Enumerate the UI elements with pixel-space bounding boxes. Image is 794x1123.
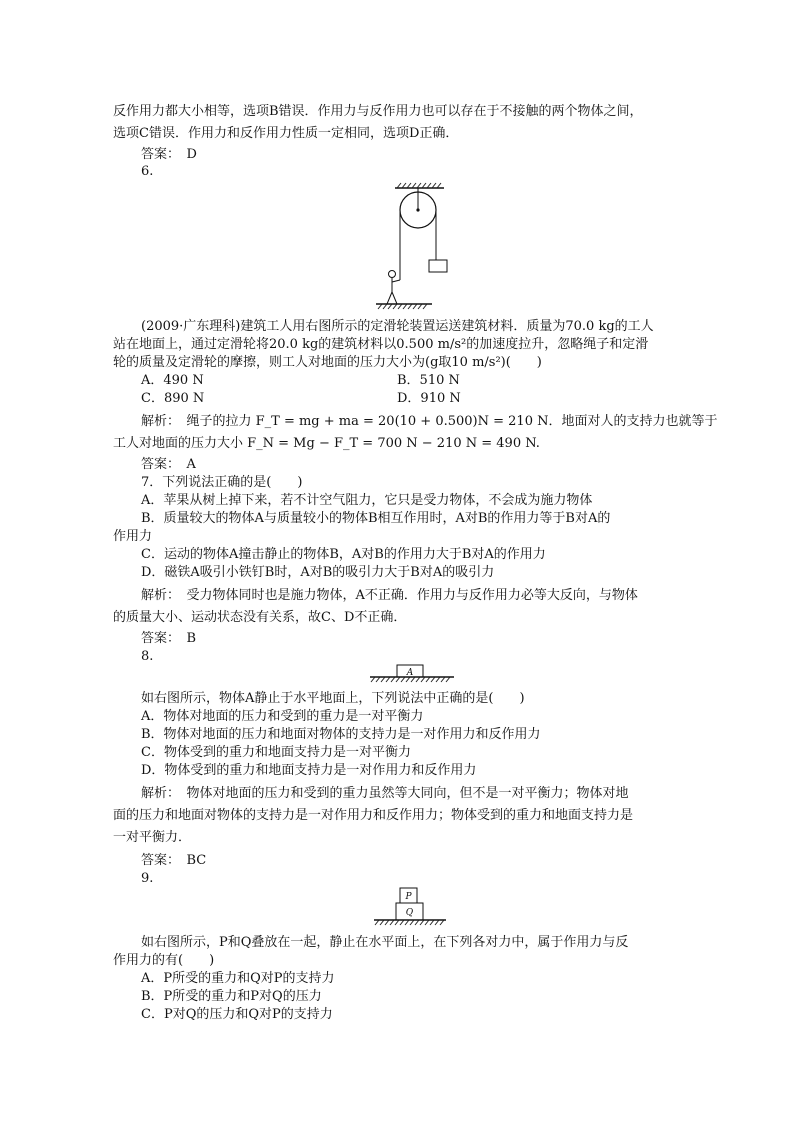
analysis-text: 面的压力和地面对物体的支持力是一对作用力和反作用力；物体受到的重力和地面支持力是: [113, 808, 634, 823]
question-number: 8.: [141, 649, 154, 664]
question-number: 9.: [141, 871, 154, 886]
analysis-text: 的质量大小、运动状态没有关系，故C、D不正确．: [113, 610, 407, 625]
question-text: 7．下列说法正确的是( ): [141, 475, 303, 490]
question-text: (2009·广东理科)建筑工人用右图所示的定滑轮装置运送建筑材料．质量为70.0 kg的工人: [141, 319, 654, 334]
option-c: C．P对Q的压力和Q对P的支持力: [141, 1007, 333, 1022]
analysis-text: 解析： 受力物体同时也是施力物体，A不正确．作用力与反作用力必等大反向，与物体: [141, 588, 638, 603]
pulley-figure: [370, 180, 460, 312]
block-a-figure: [368, 662, 456, 686]
option-b: B．510 N: [397, 373, 460, 388]
text-line: 选项C错误．作用力和反作用力性质一定相同，选项D正确．: [113, 126, 459, 141]
question-text: 轮的质量及定滑轮的摩擦，则工人对地面的压力大小为(g取10 m/s²)( ): [113, 355, 542, 370]
question-text: 如右图所示，P和Q叠放在一起，静止在水平面上，在下列各对力中，属于作用力与反: [141, 935, 629, 950]
option-d: D．910 N: [397, 391, 461, 406]
analysis-text: 解析： 物体对地面的压力和受到的重力虽然等大同向，但不是一对平衡力；物体对地: [141, 786, 629, 801]
option-b-cont: 作用力: [113, 529, 153, 544]
analysis-text: 工人对地面的压力大小 F_N = Mg − F_T = 700 N − 210 N = 490 N.: [113, 436, 540, 451]
option-a: A．苹果从树上掉下来，若不计空气阻力，它只是受力物体，不会成为施力物体: [141, 493, 593, 508]
analysis-text: 解析： 绳子的拉力 F_T = mg + ma = 20(10 + 0.500)N = 210 N．地面对人的支持力也就等于: [141, 414, 718, 429]
option-b: B．质量较大的物体A与质量较小的物体B相互作用时，A对B的作用力等于B对A的: [141, 511, 611, 526]
option-a: A．490 N: [141, 373, 204, 388]
stacked-blocks-figure: [372, 884, 448, 930]
option-b: B．物体对地面的压力和地面对物体的支持力是一对作用力和反作用力: [141, 727, 541, 742]
answer-line: 答案： B: [141, 631, 197, 646]
option-c: C．890 N: [141, 391, 205, 406]
question-number: 6.: [141, 164, 154, 179]
option-a: A．物体对地面的压力和受到的重力是一对平衡力: [141, 709, 424, 724]
answer-line: 答案： A: [141, 457, 196, 472]
analysis-text: 一对平衡力．: [113, 830, 192, 845]
text-line: 反作用力都大小相等，选项B错误．作用力与反作用力也可以存在于不接触的两个物体之间，: [113, 104, 643, 119]
block-q-label: Q: [405, 908, 414, 918]
answer-line: 答案： D: [141, 147, 197, 162]
option-c: C．物体受到的重力和地面支持力是一对平衡力: [141, 745, 411, 760]
answer-line: 答案： BC: [141, 853, 207, 868]
question-text: 如右图所示，物体A静止于水平地面上，下列说法中正确的是( ): [141, 691, 525, 706]
option-c: C．运动的物体A撞击静止的物体B，A对B的作用力大于B对A的作用力: [141, 547, 546, 562]
question-text: 站在地面上，通过定滑轮将20.0 kg的建筑材料以0.500 m/s²的加速度拉升，忽略绳子和定滑: [113, 337, 649, 352]
option-d: D．物体受到的重力和地面支持力是一对作用力和反作用力: [141, 763, 477, 778]
option-b: B．P所受的重力和P对Q的压力: [141, 989, 322, 1004]
question-text: 作用力的有( ): [113, 953, 215, 968]
option-d: D．磁铁A吸引小铁钉B时，A对B的吸引力大于B对A的吸引力: [141, 565, 495, 580]
block-p-label: P: [405, 892, 412, 902]
option-a: A．P所受的重力和Q对P的支持力: [141, 971, 335, 986]
block-a-label: A: [406, 668, 414, 678]
